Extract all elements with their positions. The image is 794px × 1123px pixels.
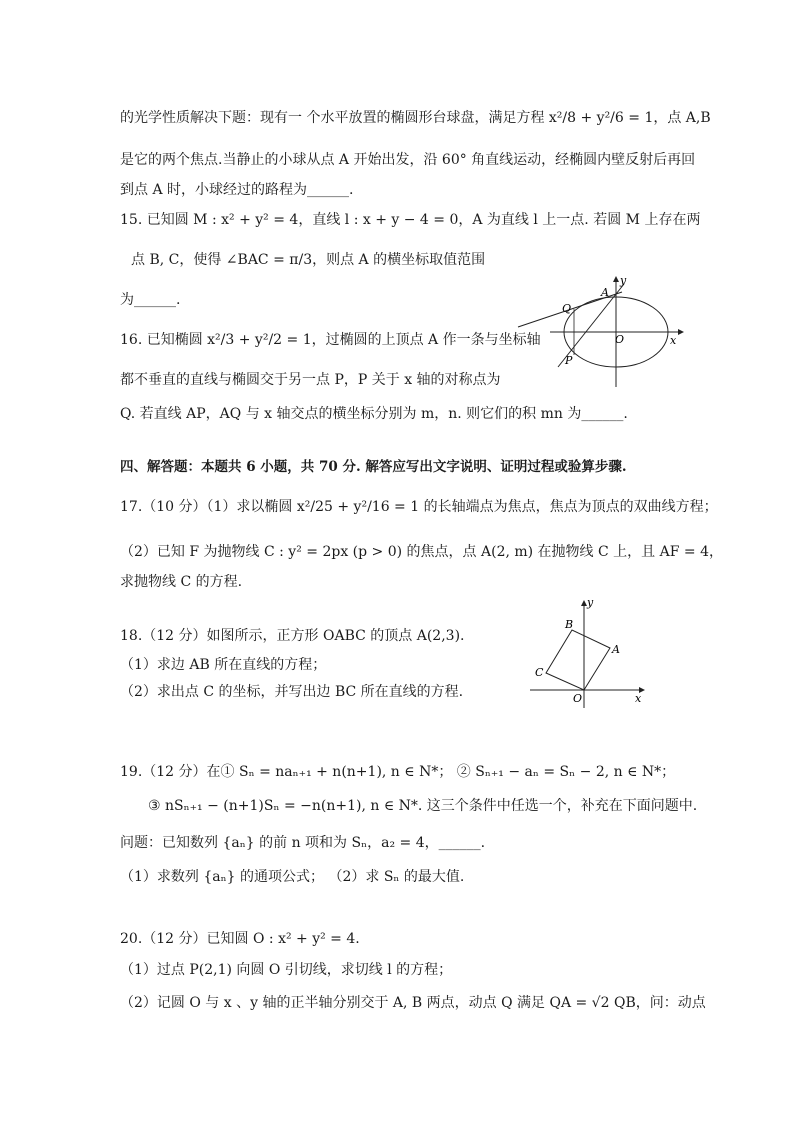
section-heading: 四、解答题：本题共 6 小题，共 70 分. 解答应写出文字说明、证明过程或验算步骤. <box>120 459 627 475</box>
label-p: P <box>565 354 573 367</box>
problem-20-line-3: （2）记圆 O 与 x 、y 轴的正半轴分别交于 A, B 两点，动点 Q 满足 QA = √2 QB，问：动点 <box>120 995 706 1011</box>
problem-16-line-2: 都不垂直的直线与椭圆交于另一点 P，P 关于 x 轴的对称点为 <box>120 372 501 388</box>
y-axis-arrow <box>613 276 619 282</box>
problem-20-line-2: （1）过点 P(2,1) 向圆 O 引切线，求切线 l 的方程； <box>120 962 453 978</box>
label-a: A <box>612 643 620 656</box>
problem-19-line-2: ③ nSₙ₊₁ − (n+1)Sₙ = −n(n+1), n ∈ N*. 这三个条件中任选一个，补充在下面问题中. <box>148 798 698 814</box>
problem-17-line-1: 17.（10 分）（1）求以椭圆 x²/25 + y²/16 = 1 的长轴端点为焦点，焦点为顶点的双曲线方程； <box>120 499 718 515</box>
square-diagram <box>525 598 655 710</box>
problem-18-line-1: 18.（12 分）如图所示，正方形 OABC 的顶点 A(2,3). <box>120 628 465 644</box>
problem-20-line-1: 20.（12 分）已知圆 O : x² + y² = 4. <box>120 931 360 947</box>
problem-17-line-2: （2）已知 F 为抛物线 C : y² = 2px (p > 0) 的焦点，点 A(2, m) 在抛物线 C 上，且 AF = 4， <box>120 544 723 560</box>
label-x: x <box>670 334 677 347</box>
problem-18-line-3: （2）求出点 C 的坐标，并写出边 BC 所在直线的方程. <box>120 684 464 700</box>
label-b: B <box>565 618 574 631</box>
text-line-1: 的光学性质解决下题：现有一 个水平放置的椭圆形台球盘，满足方程 x²/8 + y²/6 = 1，点 A,B <box>120 110 711 126</box>
problem-18-line-2: （1）求边 AB 所在直线的方程； <box>120 657 327 673</box>
problem-19-line-3: 问题：已知数列 {aₙ} 的前 n 项和为 Sₙ，a₂ = 4，______. <box>120 835 486 851</box>
ellipse-diagram <box>510 272 690 392</box>
label-q: Q <box>562 302 572 315</box>
x-axis-arrow <box>678 329 684 335</box>
label-y: y <box>587 598 594 609</box>
text-line-3: 到点 A 时，小球经过的路程为______. <box>120 182 354 198</box>
problem-16-figure <box>510 272 690 392</box>
problem-18-figure <box>525 598 655 710</box>
problem-19-line-4: （1）求数列 {aₙ} 的通项公式； （2）求 Sₙ 的最大值. <box>120 869 465 885</box>
label-y: y <box>620 274 627 287</box>
label-a: A <box>601 286 609 299</box>
problem-17-line-3: 求抛物线 C 的方程. <box>120 574 243 590</box>
square-oabc <box>546 630 610 690</box>
label-x: x <box>635 692 642 705</box>
label-o: O <box>573 692 583 705</box>
problem-15-line-1: 15. 已知圆 M : x² + y² = 4，直线 l : x + y − 4 = 0，A 为直线 l 上一点. 若圆 M 上存在两 <box>120 212 701 228</box>
problem-16-line-1: 16. 已知椭圆 x²/3 + y²/2 = 1，过椭圆的上顶点 A 作一条与坐标轴 <box>120 332 541 348</box>
text-line-2: 是它的两个焦点.当静止的小球从点 A 开始出发，沿 60° 角直线运动，经椭圆内壁反射后再回 <box>120 152 696 168</box>
problem-15-line-2: 点 B, C，使得 ∠BAC = π/3，则点 A 的横坐标取值范围 <box>131 252 486 268</box>
problem-16-line-3: Q. 若直线 AP，AQ 与 x 轴交点的横坐标分别为 m，n. 则它们的积 mn 为______. <box>120 406 628 422</box>
label-o: O <box>615 333 625 346</box>
problem-19-line-1: 19.（12 分）在① Sₙ = naₙ₊₁ + n(n+1), n ∈ N*； ② Sₙ₊₁ − aₙ = Sₙ − 2, n ∈ N*； <box>120 764 676 780</box>
problem-15-line-3: 为______. <box>120 292 181 308</box>
label-c: C <box>535 666 544 679</box>
